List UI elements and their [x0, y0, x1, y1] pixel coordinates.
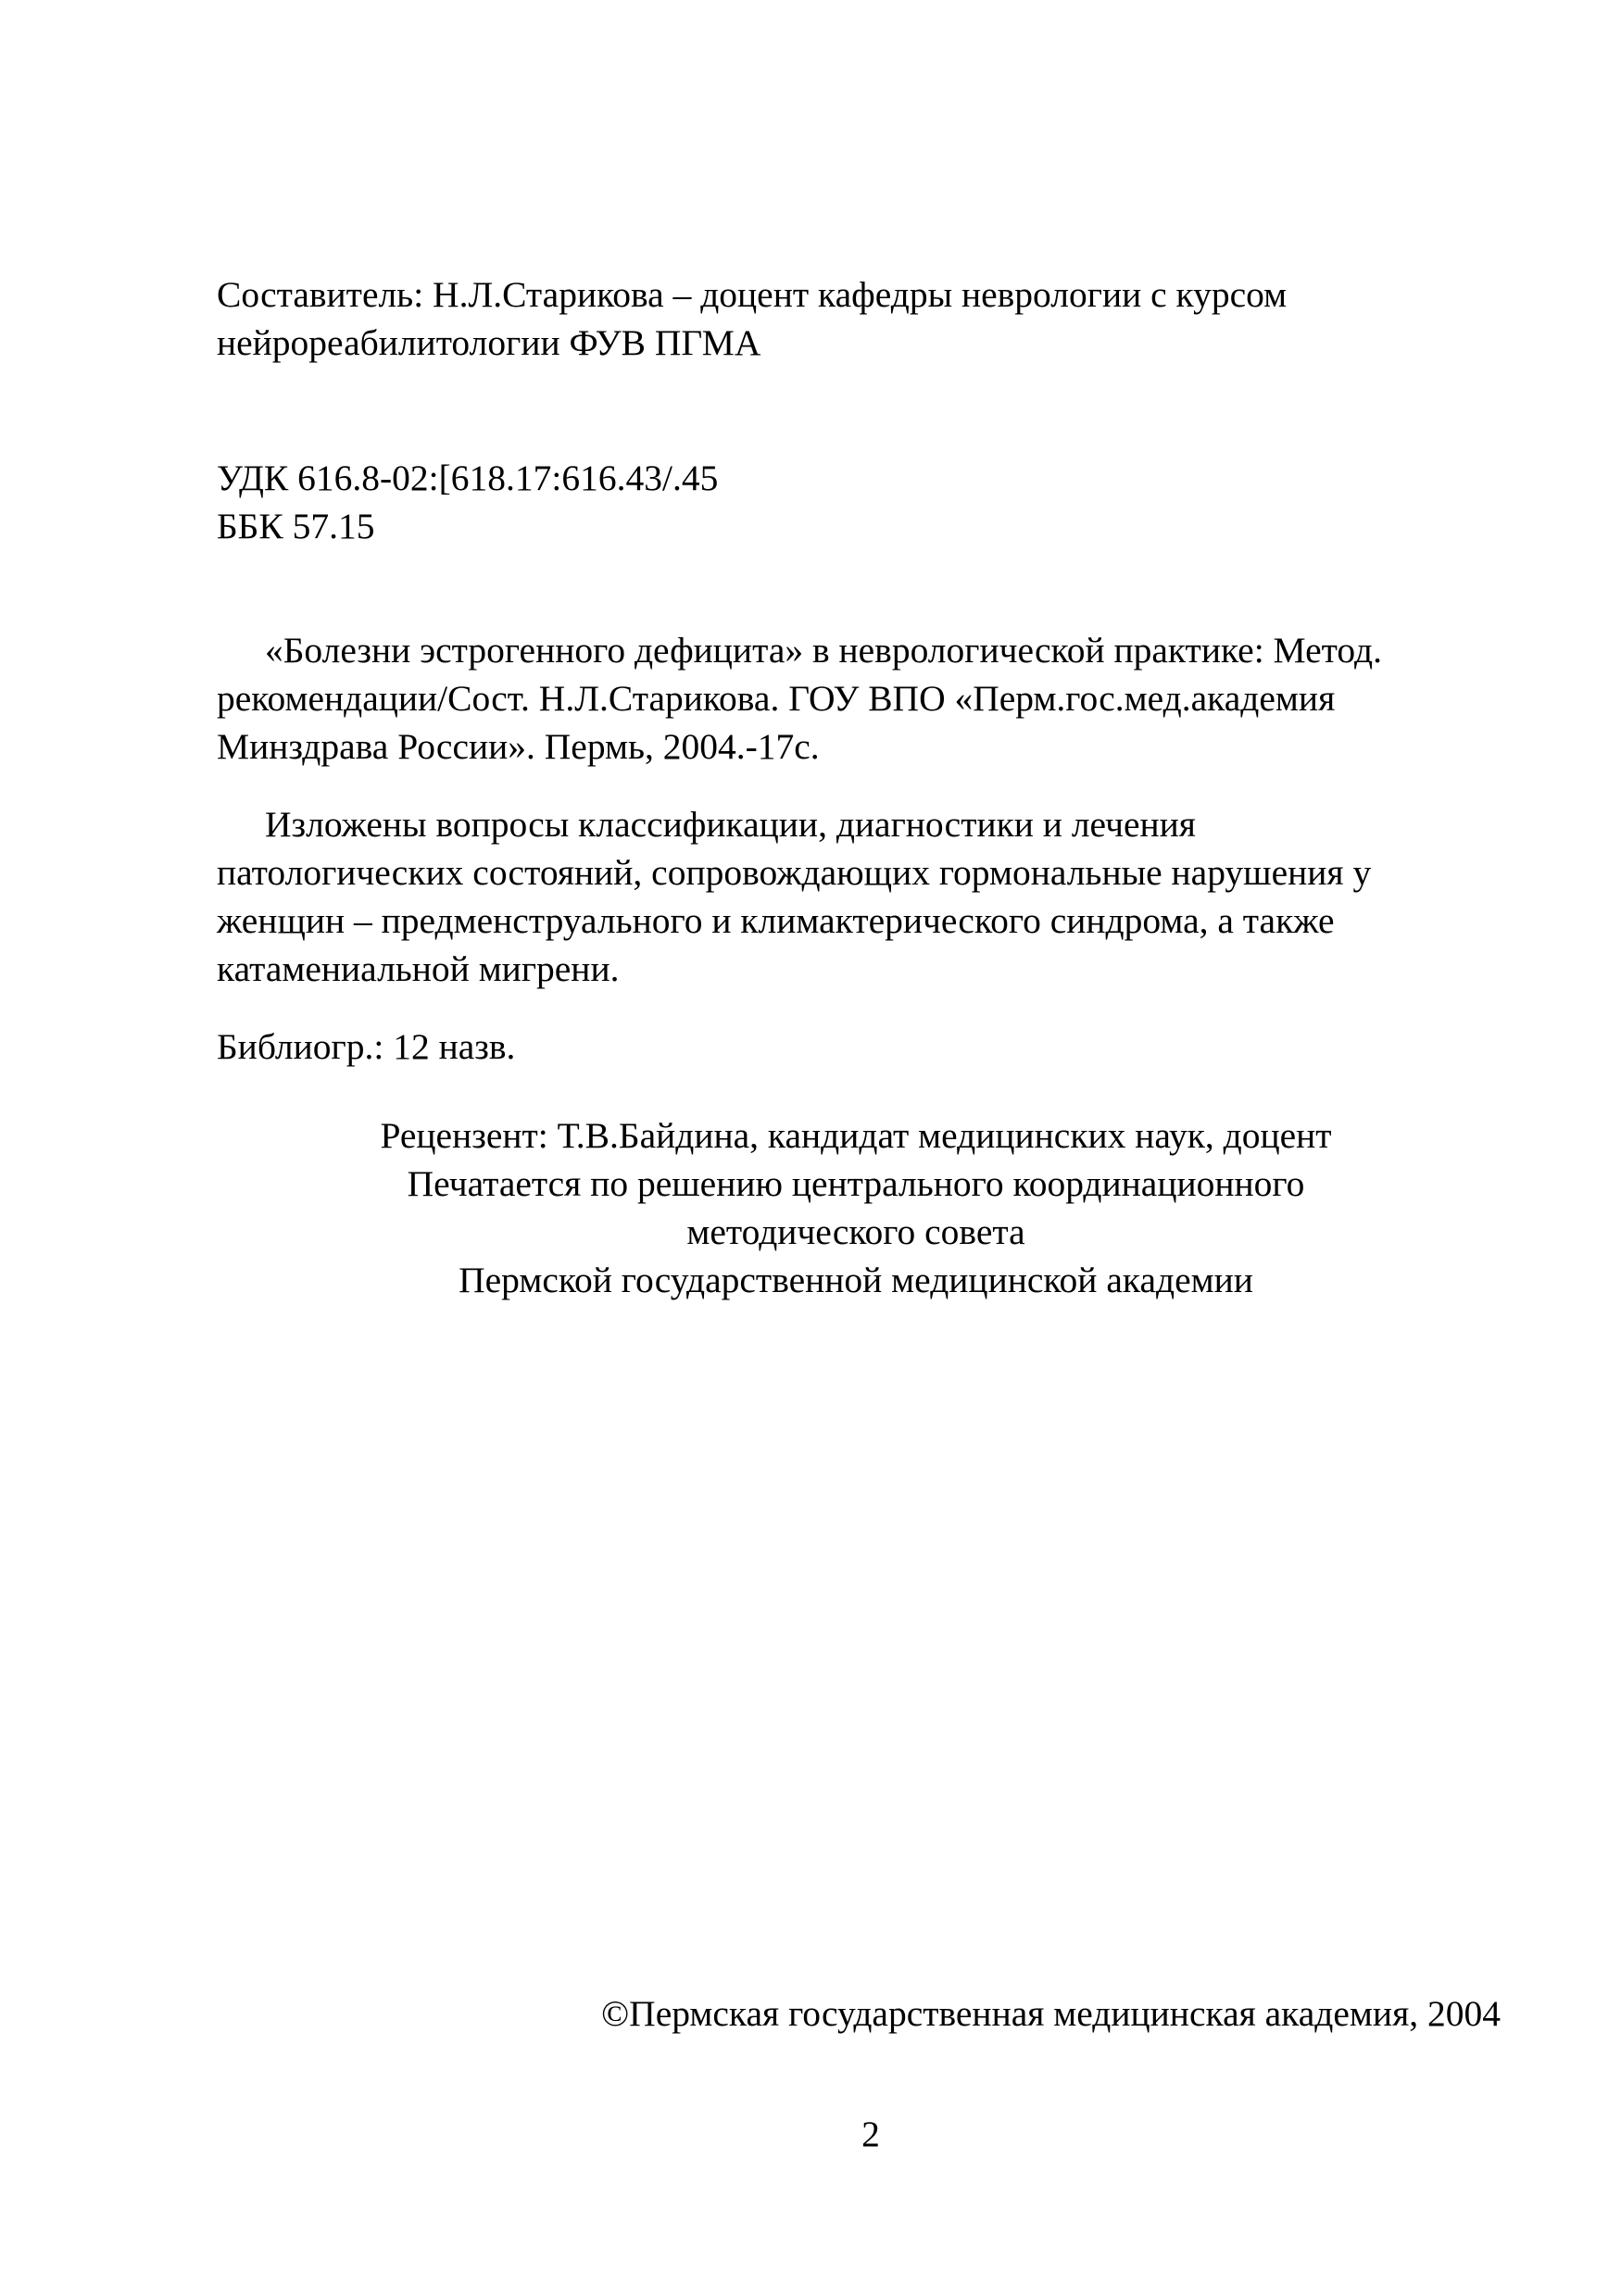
compiler-line-1: Составитель: Н.Л.Старикова – доцент кафедры неврологии с курсом [217, 274, 1288, 315]
bibliography-text: Библиогр.: 12 назв. [217, 1026, 516, 1067]
copyright-notice [537, 1989, 1501, 2038]
classification-codes [217, 454, 1476, 550]
compiler-line-2: нейрореабилитологии ФУВ ПГМА [217, 322, 761, 363]
copyright-text: ©Пермская государственная медицинская академия, 2004 [601, 1993, 1501, 2034]
bibliography-count [217, 1023, 1476, 1071]
summary-line-2: патологических состояний, сопровождающих гормональные нарушения у [217, 852, 1372, 893]
summary-paragraph [217, 800, 1476, 993]
reviewer-line-4: Пермской государственной медицинской академии [459, 1260, 1253, 1300]
bibliographic-annotation [217, 626, 1476, 771]
summary-line-1: Изложены вопросы классификации, диагностики и лечения [265, 804, 1196, 845]
reviewer-line-1: Рецензент: Т.В.Байдина, кандидат медицинских наук, доцент [380, 1115, 1332, 1156]
annotation-line-1: «Болезни эстрогенного дефицита» в неврологической практике: Метод. [265, 630, 1383, 671]
udk-code: УДК 616.8-02:[618.17:616.43/.45 [217, 458, 719, 498]
page-number: 2 [861, 2114, 880, 2154]
reviewer-block [217, 1111, 1495, 1304]
annotation-line-2: рекомендации/Сост. Н.Л.Старикова. ГОУ ВПО «Перм.гос.мед.академия [217, 678, 1336, 719]
bbk-code: ББК 57.15 [217, 506, 375, 546]
summary-line-3: женщин – предменструального и климактерического синдрома, а также [217, 900, 1335, 941]
reviewer-line-3: методического совета [686, 1211, 1025, 1252]
annotation-line-3: Минздрава России». Пермь, 2004.-17с. [217, 726, 820, 767]
compiler-statement [217, 270, 1476, 367]
reviewer-line-2: Печатается по решению центрального координационного [407, 1163, 1305, 1204]
summary-line-4: катамениальной мигрени. [217, 948, 620, 989]
